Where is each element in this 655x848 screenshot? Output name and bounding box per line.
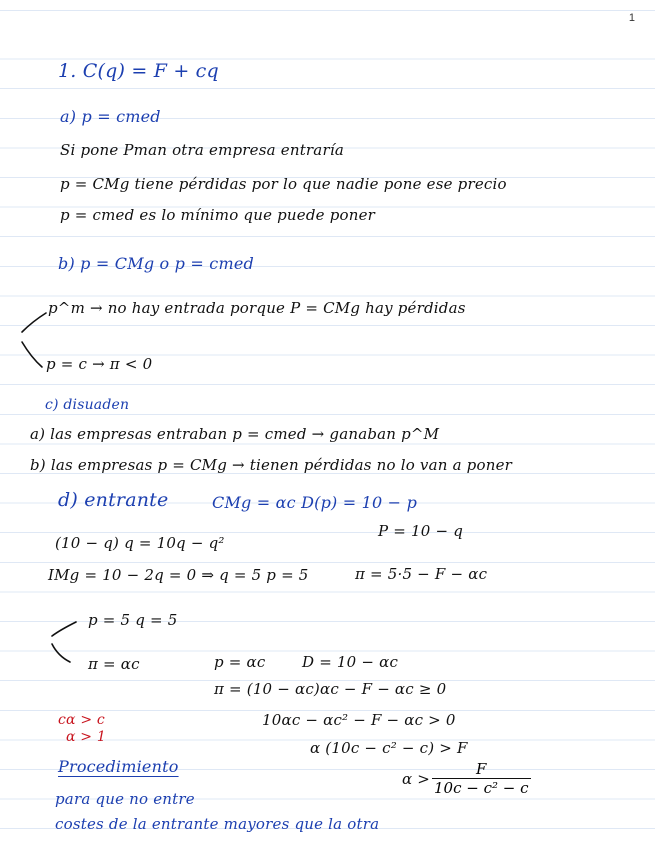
part-b-heading: b) p = CMg o p = cmed [58,254,254,273]
entrant-profit-condition: π = (10 − αc)αc − F − αc ≥ 0 [214,680,447,698]
fraction-numerator: F [476,760,487,778]
part-d-heading: d) entrante [58,489,169,511]
marginal-revenue: IMg = 10 − 2q = 0 ⇒ q = 5 p = 5 [48,566,309,584]
part-a-line-2: p = CMg tiene pérdidas por lo que nadie pone ese precio [60,175,507,193]
question-1-cost-function: 1. C(q) = F + cq [58,60,219,82]
branch-entrant-demand: D = 10 − αc [302,653,399,671]
profit-expression: π = 5·5 − F − αc [355,565,488,583]
alpha-bound-lhs: α > [402,770,431,788]
part-d-demand: CMg = αc D(p) = 10 − p [212,493,418,512]
procedure-heading: Procedimiento [58,757,179,776]
part-c-line-a: a) las empresas entraban p = cmed → ganaban p^M [30,425,440,443]
red-note-2: α > 1 [66,729,106,745]
branch-entrant-price: p = αc [214,653,266,671]
red-note-1: cα > c [58,712,105,728]
revenue-expression: (10 − q) q = 10q − q² [55,534,225,552]
branch-stroke-lower-b [22,342,42,367]
branch-monopoly: p = 5 q = 5 [88,611,178,629]
branch-entrant-profit: π = αc [88,655,140,673]
fraction-denominator: 10c − c² − c [434,779,529,797]
part-b-branch-1: p^m → no hay entrada porque P = CMg hay pérdidas [48,299,466,317]
procedure-line-2: costes de la entrante mayores que la otra [55,815,380,833]
part-b-branch-2: p = c → π < 0 [46,355,153,373]
branch-stroke-upper-d [52,622,76,636]
procedure-line-1: para que no entre [55,790,195,808]
expanded-condition: 10αc − αc² − F − αc > 0 [262,711,456,729]
branch-stroke-upper-b [22,313,46,332]
factored-condition: α (10c − c² − c) > F [310,739,468,757]
inverse-demand: P = 10 − q [378,522,463,540]
page-number: 1 [628,12,635,24]
part-c-heading: c) disuaden [45,397,130,413]
part-a-line-3: p = cmed es lo mínimo que puede poner [60,206,376,224]
branch-stroke-lower-d [52,644,70,662]
part-c-line-b: b) las empresas p = CMg → tienen pérdidas no lo van a poner [30,456,513,474]
part-a-line-1: Si pone Pman otra empresa entraría [60,141,344,159]
part-a-heading: a) p = cmed [60,107,161,126]
